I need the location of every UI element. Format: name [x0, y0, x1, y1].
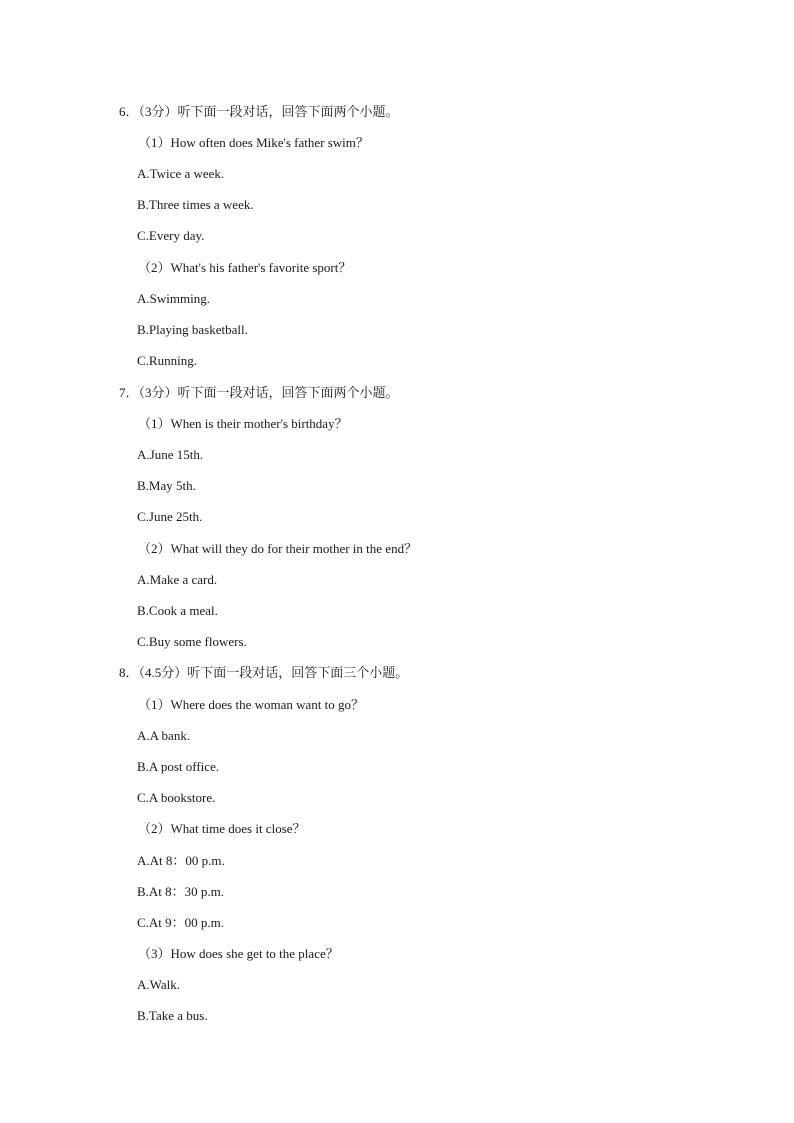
question-7-sub-1-option-c: C.June 25th.: [137, 509, 203, 524]
question-7-sub-1-prompt: （1）When is their mother's birthday？: [138, 416, 348, 431]
question-6-sub-1-option-c: C.Every day.: [137, 228, 205, 243]
question-8-sub-3-option-a: A.Walk.: [137, 977, 180, 992]
question-8-sub-2-option-b: B.At 8：30 p.m.: [137, 884, 225, 899]
question-7-sub-2-option-a: A.Make a card.: [137, 572, 218, 587]
question-6-sub-2-option-a: A.Swimming.: [137, 291, 210, 306]
question-8-sub-2-option-c: C.At 9：00 p.m.: [137, 915, 225, 930]
question-8-sub-1-option-a: A.A bank.: [137, 728, 191, 743]
question-8-sub-3-option-b: B.Take a bus.: [137, 1008, 208, 1023]
question-7-sub-2-prompt: （2）What will they do for their mother in the end？: [138, 541, 418, 556]
question-6-sub-2-prompt: （2）What's his father's favorite sport？: [138, 260, 352, 275]
question-6-header: 6．（3分）听下面一段对话，回答下面两个小题。: [119, 104, 399, 119]
question-7-header: 7．（3分）听下面一段对话，回答下面两个小题。: [119, 385, 399, 400]
question-8-sub-1-prompt: （1）Where does the woman want to go？: [138, 697, 365, 712]
question-6-sub-1-prompt: （1）How often does Mike's father swim？: [138, 135, 369, 150]
question-8-sub-1-option-b: B.A post office.: [137, 759, 220, 774]
question-8-sub-2-prompt: （2）What time does it close？: [138, 821, 306, 836]
question-7-sub-2-option-b: B.Cook a meal.: [137, 603, 218, 618]
question-6-sub-1-option-a: A.Twice a week.: [137, 166, 225, 181]
question-7-sub-1-option-b: B.May 5th.: [137, 478, 196, 493]
question-8-sub-1-option-c: C.A bookstore.: [137, 790, 216, 805]
question-8-sub-3-prompt: （3）How does she get to the place？: [138, 946, 339, 961]
question-7-sub-2-option-c: C.Buy some flowers.: [137, 634, 247, 649]
question-8-sub-2-option-a: A.At 8：00 p.m.: [137, 853, 225, 868]
question-8-header: 8．（4.5分）听下面一段对话，回答下面三个小题。: [119, 665, 409, 680]
question-6-sub-2-option-c: C.Running.: [137, 353, 197, 368]
question-6-sub-1-option-b: B.Three times a week.: [137, 197, 254, 212]
question-6-sub-2-option-b: B.Playing basketball.: [137, 322, 248, 337]
question-7-sub-1-option-a: A.June 15th.: [137, 447, 204, 462]
